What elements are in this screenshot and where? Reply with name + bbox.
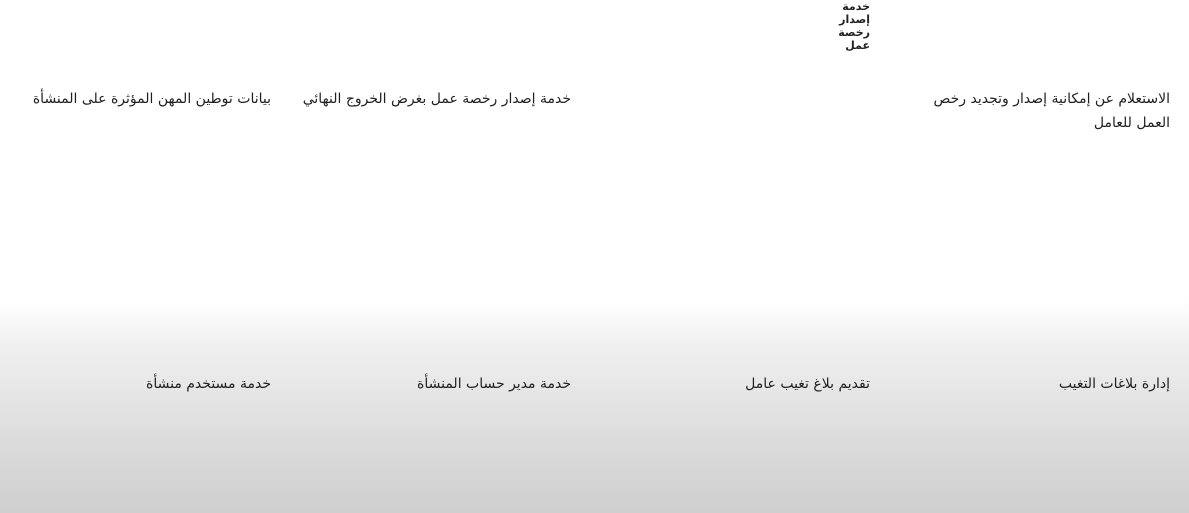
service-detail-title: خدمة إصدار رخصة عمل: [838, 0, 870, 52]
service-title: خدمة إصدار رخصة عمل بغرض الخروج النهائي: [302, 91, 571, 107]
service-title: الاستعلام عن إمكانية إصدار وتجديد رخص العمل للعامل: [933, 91, 1170, 131]
service-title: خدمة مستخدم منشأة: [146, 376, 271, 392]
service-title: تقديم بلاغ تغيب عامل: [745, 376, 870, 392]
service-title: بيانات توطين المهن المؤثرة على المنشأة: [32, 91, 271, 107]
service-title: خدمة مدير حساب المنشأة: [417, 376, 571, 392]
service-title: إدارة بلاغات التغيب: [1058, 376, 1170, 392]
